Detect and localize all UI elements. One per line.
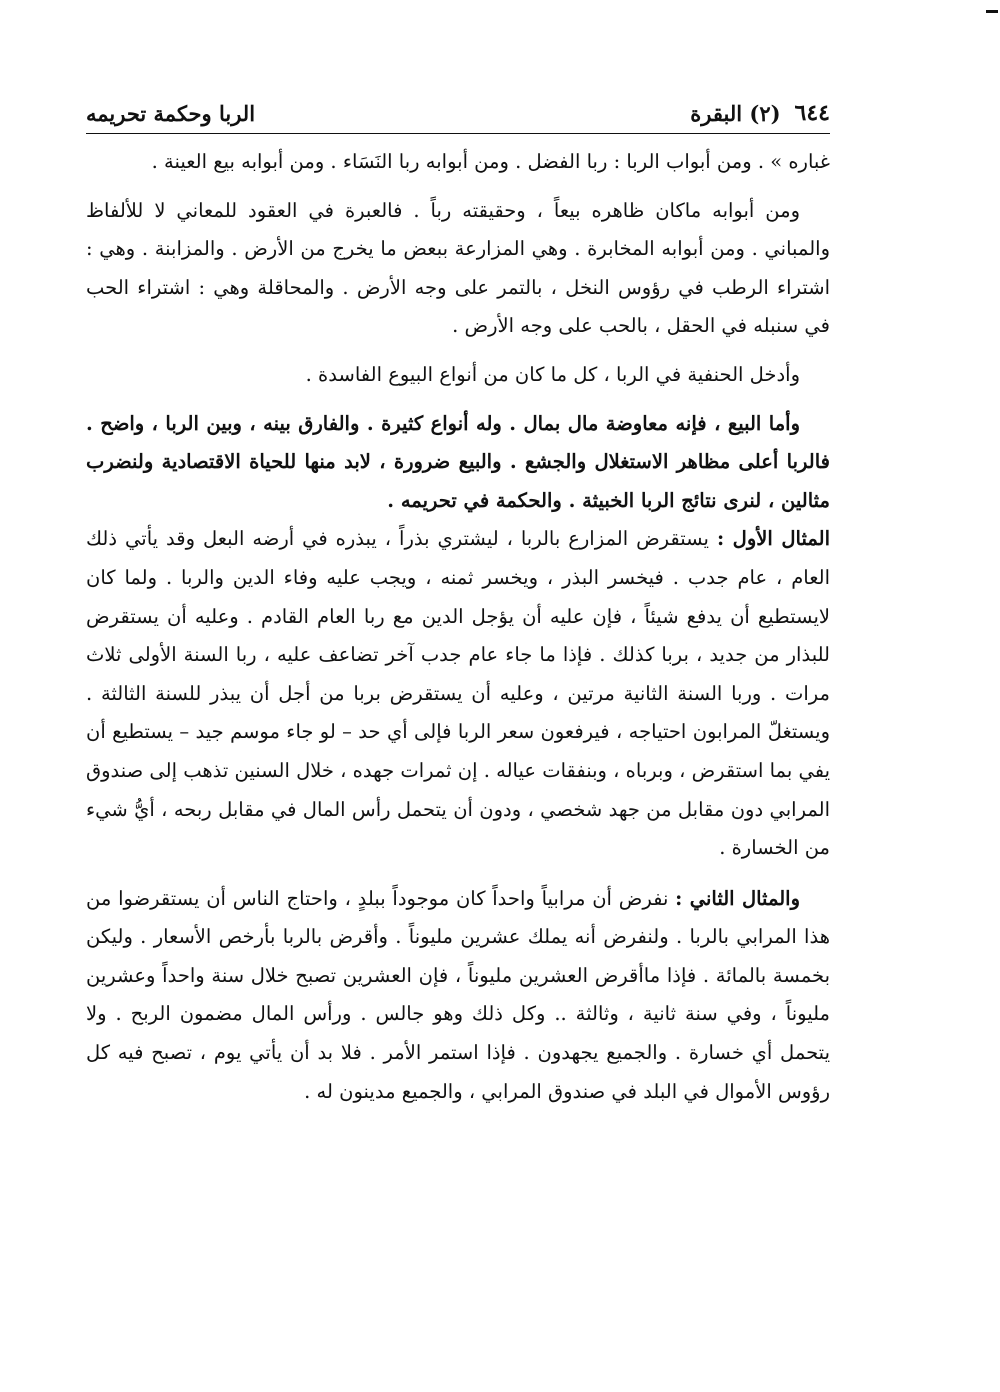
example-2-text: نفرض أن مرابياً واحداً كان موجوداً ببلدٍ ، واحتاج الناس أن يستقرضوا من هذا المرابي بالربا . ولنفرض أنه يملك عشرين مليوناً . وأقرض بالربا بأرخص الأسعار . وليكن بخمسة بالمائة . فإذا ماأقرض العشرين مليوناً ، فإن العشرين تصبح خلال سنة واحداً وعشرين مليوناً ، وفي سنة ثانية ، وثالثة .. وكل ذلك وهو جالس . ورأس المال مضمون الربح . ولا يتحمل أي خسارة . والجميع يجهدون . فإذا استمر الأمر . فلا بد أن يأتي يوم ، تصبح فيه كل رؤوس الأموال في البلد في صندوق المرابي ، والجميع مدينون له .: [86, 886, 830, 1103]
page-number: ٦٤٤: [794, 100, 830, 126]
header-rule: [86, 133, 830, 134]
paragraph-1: غباره » . ومن أبواب الربا : ربا الفضل . ومن أبوابه ربا النَسَاء . ومن أبوابه بيع العينة .: [151, 150, 830, 173]
surah-label: (٢) البقرة: [690, 101, 781, 126]
example-1-text: يستقرض المزارع بالربا ، ليشتري بذراً ، يبذره في أرضه البعل وقد يأتي ذلك العام ، عام جدب . فيخسر البذر ، ويخسر ثمنه ، ويجب عليه وفاء الدين والربا . ولما كان لايستطيع أن يدفع شيئاً ، فإن عليه أن يؤجل الدين مع ربا العام القادم . وعليه أن يستقرض للبذار من جديد ، بربا كذلك . فإذا ما جاء عام جدب آخر تضاعف عليه ، ربا السنة الأولى ثلاث مرات . وربا السنة الثانية مرتين ، وعليه أن يستقرض بربا من أجل أن يبذر للسنة الثالثة . ويستغلّ المرابون احتياجه ، فيرفعون سعر الربا فإلى أي حد – لو جاء موسم جيد – يستطيع أن يفي بما استقرض ، وبرباه ، وبنفقات عياله . إن ثمرات جهده ، خلال السنين تذهب إلى صندوق المرابي دون مقابل من جهد شخصي ، ودون أن يتحمل رأس المال في مقابل ربحه ، أيُّ شيء من الخسارة .: [86, 527, 830, 860]
header-right-group: [690, 100, 830, 126]
corner-mark: [986, 10, 998, 13]
example-1-paragraph: [86, 520, 830, 867]
paragraph-2: ومن أبوابه ماكان ظاهره بيعاً ، وحقيقته رباً . فالعبرة في العقود للمعاني لا للألفاظ والمباني . ومن أبوابه المخابرة . وهي المزارعة ببعض ما يخرج من الأرض . والمزابنة . وهي : اشتراء الرطب في رؤوس النخل ، بالتمر على وجه الأرض . والمحاقلة وهي : اشتراء الحب في سنبله في الحقل ، بالحب على وجه الأرض .: [86, 198, 830, 338]
example-1-lead: المثال الأول :: [716, 527, 830, 551]
example-2-paragraph: [86, 880, 830, 1112]
page-body: [86, 143, 830, 1111]
paragraph-3: وأدخل الحنفية في الربا ، كل ما كان من أنواع البيوع الفاسدة .: [305, 362, 800, 386]
paragraph-4: وأما البيع ، فإنه معاوضة مال بمال . وله أنواع كثيرة . والفارق بينه ، وبين الربا ، واضح . فالربا أعلى مظاهر الاستغلال والجشع . والبيع ضرورة ، لابد منها للحياة الاقتصادية ولنضرب مثالين ، لنرى نتائج الربا الخبيثة . والحكمة في تحريمه .: [86, 411, 830, 512]
example-2-lead: والمثال الثاني :: [675, 886, 800, 910]
running-title: الربا وحكمة تحريمه: [86, 101, 256, 126]
page-header: [86, 92, 830, 126]
